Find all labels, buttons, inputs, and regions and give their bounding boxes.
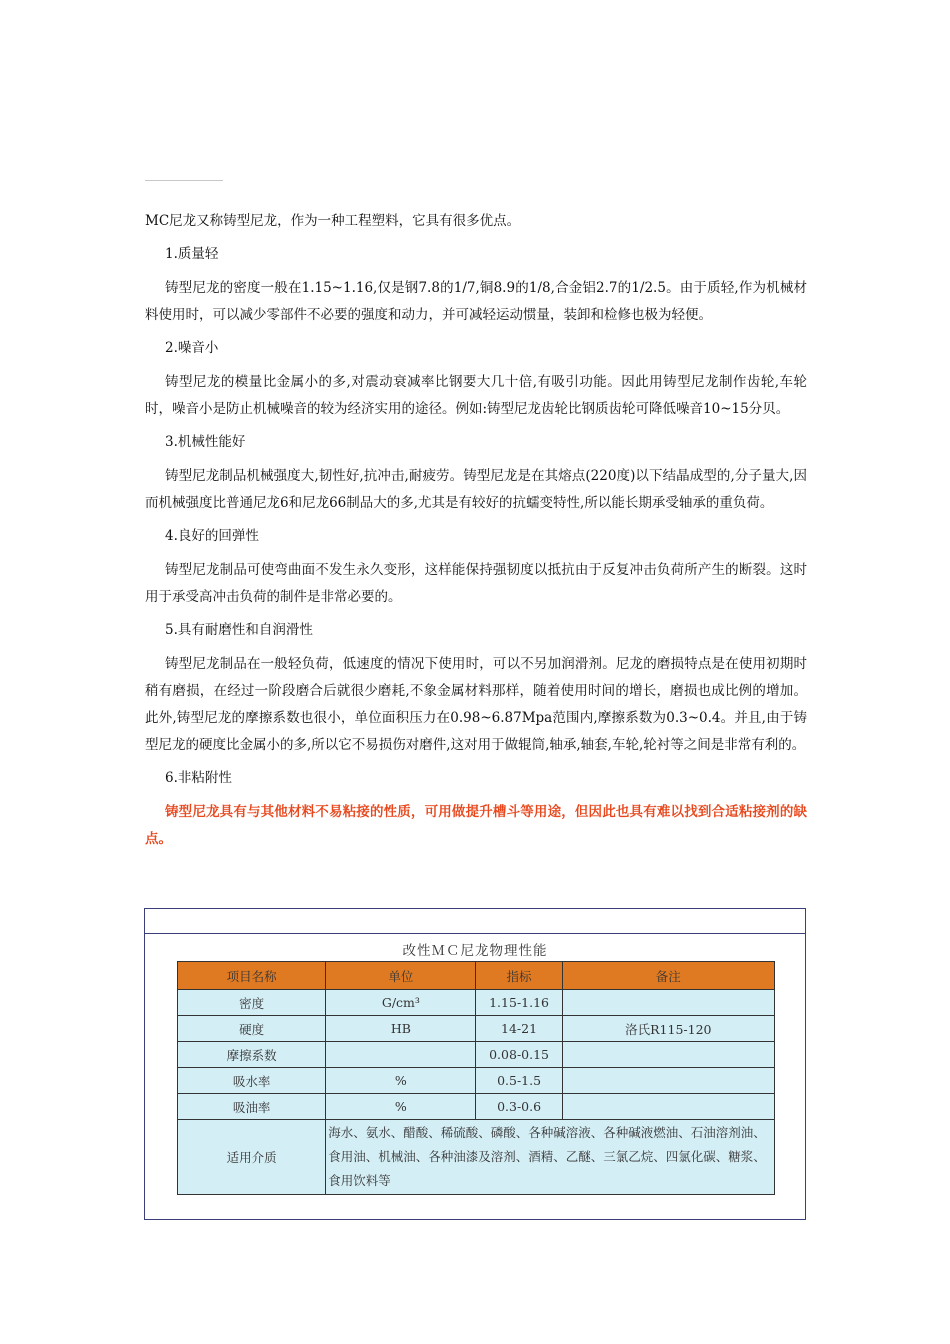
header-remark: 备注 [562, 962, 774, 990]
table-cell: % [326, 1094, 476, 1120]
header-item-name: 项目名称 [178, 962, 326, 990]
table-header-row [178, 962, 775, 990]
table-cell: 14-21 [476, 1016, 562, 1042]
header-index: 指标 [476, 962, 562, 990]
table-cell: G/cm³ [326, 990, 476, 1016]
table-cell: 吸水率 [178, 1068, 326, 1094]
section-heading-6: 6.非粘附性 [165, 770, 232, 786]
section-heading-1: 1.质量轻 [165, 246, 219, 262]
table-cell [562, 990, 774, 1016]
applicable-media-cell: 海水、氨水、醋酸、稀硫酸、磷酸、各种碱溶液、各种碱液燃油、石油溶剂油、食用油、机械油、各种油漆及溶剂、酒精、乙醚、三氯乙烷、四氯化碳、糖浆、食用饮料等 [326, 1120, 775, 1195]
section-heading-3: 3.机械性能好 [165, 434, 246, 450]
frame-divider [145, 933, 805, 934]
section-body-4: 铸型尼龙制品可使弯曲面不发生永久变形，这样能保持强韧度以抵抗由于反复冲击负荷所产生的断裂。这时用于承受高冲击负荷的制件是非常必要的。 [145, 562, 807, 605]
article-body [145, 208, 807, 859]
table-cell: HB [326, 1016, 476, 1042]
table-cell: 0.5-1.5 [476, 1068, 562, 1094]
section-heading-5: 5.具有耐磨性和自润滑性 [165, 622, 313, 638]
table-cell: 0.08-0.15 [476, 1042, 562, 1068]
properties-table-frame [144, 908, 806, 1220]
table-row [178, 1120, 775, 1195]
table-cell [562, 1068, 774, 1094]
table-cell: 摩擦系数 [178, 1042, 326, 1068]
table-cell [562, 1042, 774, 1068]
table-cell [562, 1094, 774, 1120]
section-body-1: 铸型尼龙的密度一般在1.15~1.16,仅是钢7.8的1/7,铜8.9的1/8,合金铝2.7的1/2.5。由于质轻,作为机械材料使用时，可以减少零部件不必要的强度和动力，并可减轻运动惯量，装卸和检修也极为轻便。 [145, 280, 807, 323]
table-cell: 硬度 [178, 1016, 326, 1042]
table-row [178, 1042, 775, 1068]
table-cell: 0.3-0.6 [476, 1094, 562, 1120]
table-row [178, 1016, 775, 1042]
section-body-5: 铸型尼龙制品在一般轻负荷，低速度的情况下使用时，可以不另加润滑剂。尼龙的磨损特点是在使用初期时稍有磨损，在经过一阶段磨合后就很少磨耗,不象金属材料那样，随着使用时间的增长，磨损也成比例的增加。此外,铸型尼龙的摩擦系数也很小，单位面积压力在0.98~6.87Mpa范围内,摩擦系数为0.3~0.4。并且,由于铸型尼龙的硬度比金属小的多,所以它不易损伤对磨件,这对用于做辊筒,轴承,轴套,车轮,轮衬等之间是非常有利的。 [145, 656, 807, 753]
properties-table [177, 961, 775, 1195]
intro-text: MC尼龙又称铸型尼龙，作为一种工程塑料，它具有很多优点。 [145, 213, 521, 229]
section-heading-4: 4.良好的回弹性 [165, 528, 259, 544]
table-cell: 吸油率 [178, 1094, 326, 1120]
table-row [178, 990, 775, 1016]
table-row [178, 1094, 775, 1120]
section-body-3: 铸型尼龙制品机械强度大,韧性好,抗冲击,耐疲劳。铸型尼龙是在其熔点(220度)以下结晶成型的,分子量大,因而机械强度比普通尼龙6和尼龙66制品大的多,尤其是有较好的抗蠕变特性,所以能长期承受轴承的重负荷。 [145, 468, 807, 511]
section-body-2: 铸型尼龙的模量比金属小的多,对震动衰减率比钢要大几十倍,有吸引功能。因此用铸型尼龙制作齿轮,车轮时，噪音小是防止机械噪音的较为经济实用的途径。例如:铸型尼龙齿轮比钢质齿轮可降低噪音10~15分贝。 [145, 374, 807, 417]
header-unit: 单位 [326, 962, 476, 990]
section-heading-2: 2.噪音小 [165, 340, 219, 356]
section-body-6-highlight: 铸型尼龙具有与其他材料不易粘接的性质，可用做提升槽斗等用途，但因此也具有难以找到合适粘接剂的缺点。 [145, 804, 807, 847]
table-cell: 1.15-1.16 [476, 990, 562, 1016]
table-title: 改性ＭＣ尼龙物理性能 [402, 943, 548, 959]
table-cell: 适用介质 [178, 1120, 326, 1195]
table-row [178, 1068, 775, 1094]
table-cell [326, 1042, 476, 1068]
table-cell: 洛氏R115-120 [562, 1016, 774, 1042]
table-cell: 密度 [178, 990, 326, 1016]
top-divider [145, 180, 223, 181]
table-cell: % [326, 1068, 476, 1094]
